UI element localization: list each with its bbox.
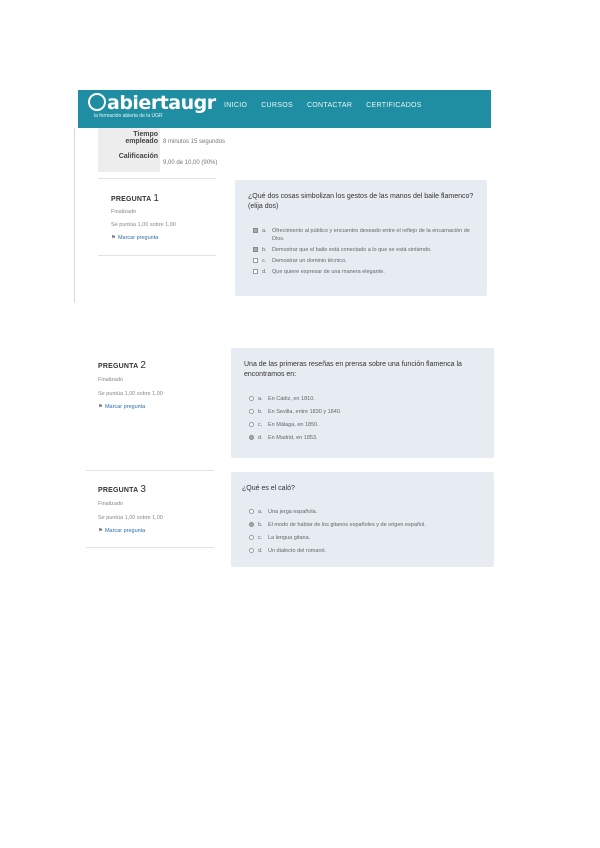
answer-1a[interactable]: a. Ofrecimiento al público y encuentro deseado entre el reflejo de la encarnación de Dios. [253, 227, 475, 243]
question-1-score: Se puntúa 1,00 sobre 1,00 [111, 222, 176, 228]
question-3-score: Se puntúa 1,00 sobre 1,00 [98, 515, 163, 521]
question-3-heading: PREGUNTA 3 [98, 484, 147, 495]
grade-value: 9,00 de 10,00 (90%) [163, 160, 218, 166]
radio-button[interactable] [249, 509, 254, 514]
answer-3b[interactable]: b. El modo de hablar de los gitanos españoles y de origen español. [249, 521, 485, 529]
answer-2b[interactable]: b. En Sevilla, entre 1830 y 1840. [249, 408, 481, 416]
answer-2a[interactable]: a. En Cádiz, en 1810. [249, 395, 481, 403]
question-2-status: Finalizado [98, 377, 124, 383]
radio-button[interactable] [249, 535, 254, 540]
question-2-panel [231, 348, 494, 458]
question-2-heading: PREGUNTA 2 [98, 360, 147, 371]
question-3-text: ¿Qué es el caló? [242, 485, 295, 492]
radio-button[interactable] [249, 396, 254, 401]
question-1-number: 1 [153, 193, 160, 204]
time-value: 8 minutos 15 segundos [163, 139, 226, 145]
question-3-bottom-divider [86, 547, 214, 548]
nav-contactar[interactable]: CONTACTAR [306, 102, 353, 109]
question-2-number: 2 [140, 360, 147, 371]
question-2-answers [249, 395, 481, 442]
nav-cursos[interactable]: CURSOS [261, 102, 293, 109]
radio-button[interactable] [249, 522, 254, 527]
question-2-score: Se puntúa 1,00 sobre 1,00 [98, 391, 163, 397]
main-nav [224, 102, 422, 109]
question-1-text: ¿Qué dos cosas simbolizan los gestos de las manos del baile flamenco? (elija dos) [248, 193, 474, 210]
flag-icon: ⚑ [98, 404, 103, 410]
radio-button[interactable] [249, 409, 254, 414]
checkbox[interactable] [253, 258, 258, 263]
question-1-bottom-divider [98, 255, 216, 256]
checkbox[interactable] [253, 247, 258, 252]
time-label: Tiempo empleado [125, 131, 158, 145]
question-2-bottom-divider [86, 470, 214, 471]
answer-2c[interactable]: c. En Málaga, en 1850. [249, 421, 481, 429]
question-3-panel [231, 472, 494, 567]
answer-3d[interactable]: d. Un dialecto del romanó. [249, 547, 485, 555]
question-3-status: Finalizado [98, 501, 124, 507]
site-logo[interactable] [88, 93, 216, 120]
radio-button[interactable] [249, 422, 254, 427]
question-3-answers [249, 508, 485, 555]
logo-tagline: la formación abierta de la UGR [94, 113, 163, 119]
logo-text: abiertaugr [107, 92, 216, 114]
question-2-text: Una de las primeras reseñas en prensa sobre una función flamenca la encontramos en: [244, 361, 462, 378]
logo-mark-icon [88, 93, 106, 111]
flag-icon: ⚑ [98, 528, 103, 534]
answer-1b[interactable]: b. Demostrar que el baile está conectado a lo que se está sintiendo. [253, 246, 475, 254]
answer-2d[interactable]: d. En Madrid, en 1853. [249, 434, 481, 442]
question-1-panel [235, 180, 487, 296]
radio-button[interactable] [249, 548, 254, 553]
flag-icon: ⚑ [111, 235, 116, 241]
question-2-flag[interactable]: ⚑ Marcar pregunta [98, 404, 146, 410]
checkbox[interactable] [253, 228, 258, 233]
question-3-number: 3 [140, 484, 147, 495]
answer-3c[interactable]: c. La lengua gitana. [249, 534, 485, 542]
question-3-flag[interactable]: ⚑ Marcar pregunta [98, 528, 146, 534]
grade-label: Calificación [118, 153, 158, 160]
site-header [78, 90, 491, 128]
question-1-top-divider [98, 178, 216, 179]
answer-1d[interactable]: d. Que quiere expresar de una manera elegante. [253, 268, 475, 276]
question-1-answers [253, 227, 475, 276]
answer-3a[interactable]: a. Una jerga española. [249, 508, 485, 516]
question-1-flag[interactable]: ⚑ Marcar pregunta [111, 235, 159, 241]
nav-inicio[interactable]: INICIO [224, 102, 248, 109]
page-edge-divider [74, 128, 75, 303]
nav-certificados[interactable]: CERTIFICADOS [366, 102, 422, 109]
question-1-heading: PREGUNTA 1 [111, 193, 160, 204]
answer-1c[interactable]: c. Demostrar un dominio técnico. [253, 257, 475, 265]
radio-button[interactable] [249, 435, 254, 440]
checkbox[interactable] [253, 269, 258, 274]
question-1-status: Finalizado [111, 209, 137, 215]
